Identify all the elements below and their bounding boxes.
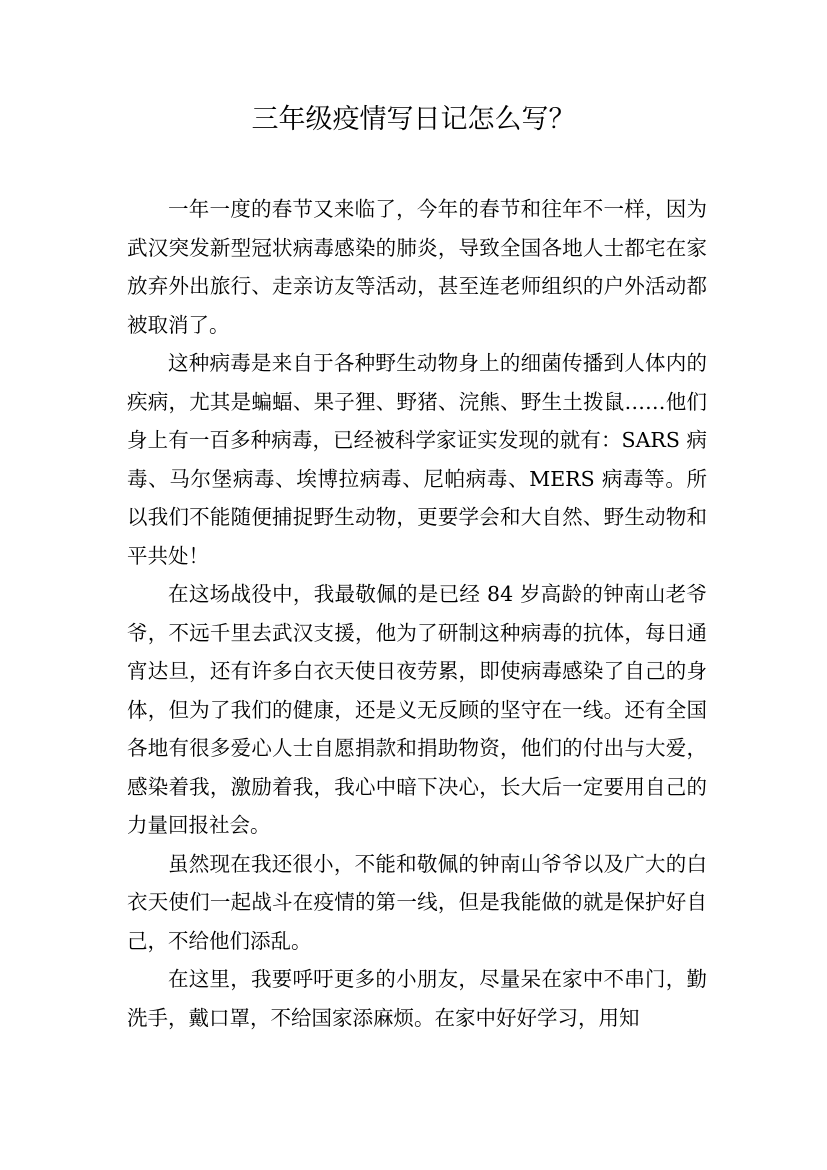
document-body <box>127 190 707 1037</box>
paragraph-5: 在这里，我要呼吁更多的小朋友，尽量呆在家中不串门，勤洗手，戴口罩，不给国家添麻烦。在家中好好学习，用知 <box>127 967 707 1030</box>
document-title: 三年级疫情写日记怎么写？ <box>251 104 576 135</box>
paragraph-4: 虽然现在我还很小，不能和敬佩的钟南山爷爷以及广大的白衣天使们一起战斗在疫情的第一线，但是我能做的就是保护好自己，不给他们添乱。 <box>127 851 707 953</box>
paragraph-3: 在这场战役中，我最敬佩的是已经 84 岁高龄的钟南山老爷爷，不远千里去武汉支援，他为了研制这种病毒的抗体，每日通宵达旦，还有许多白衣天使日夜劳累，即使病毒感染了自己的身体，但为了我们的健康，还是义无反顾的坚守在一线。还有全国各地有很多爱心人士自愿捐款和捐助物资，他们的付出与大爱，感染着我，激励着我，我心中暗下决心，长大后一定要用自己的力量回报社会。 <box>127 582 707 837</box>
paragraph-1: 一年一度的春节又来临了，今年的春节和往年不一样，因为武汉突发新型冠状病毒感染的肺炎，导致全国各地人士都宅在家放弃外出旅行、走亲访友等活动，甚至连老师组织的户外活动都被取消了。 <box>127 197 707 337</box>
paragraph-2: 这种病毒是来自于各种野生动物身上的细菌传播到人体内的疾病，尤其是蝙蝠、果子狸、野猪、浣熊、野生土拨鼠……他们身上有一百多种病毒，已经被科学家证实发现的就有：SARS 病毒、马尔堡病毒、埃博拉病毒、尼帕病毒、MERS 病毒等。所以我们不能随便捕捉野生动物，更要学会和大自然、野生动物和平共处！ <box>127 351 707 568</box>
